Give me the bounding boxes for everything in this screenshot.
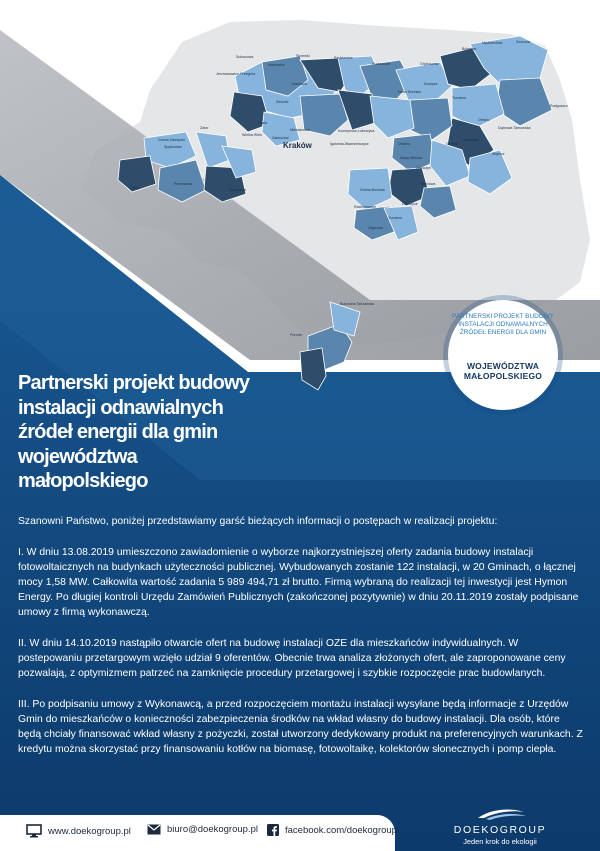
doekogroup-logo <box>440 806 560 846</box>
map-label: Michałowice <box>290 128 310 132</box>
footer-email[interactable] <box>147 824 258 835</box>
email-link[interactable]: biuro@doekogroup.pl <box>167 824 258 835</box>
badge-bottom-text: WOJEWÓDZTWA MAŁOPOLSKIEGO <box>463 361 543 381</box>
map-label: Dąbrowa Tarnowska <box>498 126 531 130</box>
map-label: Bukowina Tatrzańska <box>340 302 374 306</box>
map-label: Nowe Brzesko <box>398 90 422 94</box>
page-title: Partnerski projekt budowy instalacji odnawialnych źródeł energii dla gmin województwa małopolskiego <box>18 372 250 492</box>
footer-facebook[interactable] <box>267 824 397 836</box>
map-label: Radziemice <box>334 56 353 60</box>
map-label: Jerzmanowice-Przeginia <box>216 72 256 76</box>
map-label: Nowy Wiśnicz <box>400 156 423 160</box>
logo-swoosh-icon <box>440 806 560 822</box>
logo-tagline: Jeden krok do ekologii <box>463 837 537 846</box>
map-label: Gmina Bochnia <box>360 188 385 192</box>
map-label: Koszyce <box>424 82 438 86</box>
map-label: Igołomia-Wawrzeńczyce <box>330 142 369 146</box>
article-body <box>18 514 584 773</box>
map-label: Iwanowice <box>268 63 285 67</box>
map-label: Olesno <box>478 118 490 122</box>
map-label: Szczucin <box>516 40 531 44</box>
map-label: Zegocina <box>368 226 383 230</box>
map-label: Słomniki <box>296 54 310 58</box>
paragraph-3: III. Po podpisaniu umowy z Wykonawcą, a przed rozpoczęciem montażu instalacji wysyłane będą informacje z Urzędów Gmin do mieszkańców o konieczności zabezpieczenia środków na wkład własny do budowy instalacji. Dla osób, które będą chciały finansować wkład własny z pożyczki, został utworzony dedykowany produkt na preferencyjnych warunkach. Z kredytu można skorzystać przy finansowaniu kotłów na biomasę, fotowoltaikę, kolektorów słonecznych i pomp ciepła. <box>18 699 583 755</box>
map-label: Przeciszów <box>174 182 193 186</box>
map-label: Gręboszów <box>420 62 439 66</box>
envelope-icon <box>147 824 161 835</box>
map-label: Gnojnik <box>446 142 459 146</box>
map-label: Zakliczyn <box>416 166 431 170</box>
project-badge <box>448 300 558 410</box>
paragraph-1: I. W dniu 13.08.2019 umieszczono zawiadomienie o wyborze najkorzystniejszej oferty zadania budowy instalacji fotowoltaicznych na budynkach użyteczności publicznej. Wybudowanych zostanie 122 instalacji, w 20 Gminach, o łącznej mocy 1,58 MW. Całkowita wartość zadania 5 989 494,71 zł brutto. Firmą wybraną do realizacji tej inwestycji jest Hymon Energy. Po długiej kontroli Urzędu Zamówień Publicznych (zakończonej pozytywnie) w dniu 20.11.2019 zostały podpisane umowy z firmą wykonawczą. <box>18 547 579 618</box>
map-label: Gmina Oświęcim <box>158 138 186 142</box>
map-label: Poronin <box>290 333 303 337</box>
map-label: Mędrzechów <box>482 41 503 45</box>
map-label: Zielonki <box>276 100 289 104</box>
intro-paragraph: Szanowni Państwo, poniżej przedstawiamy garść bieżących informacji o postępach w realizacji projektu: <box>18 516 498 527</box>
map-label: Sułoszowa <box>236 55 254 59</box>
map-label: Spytkowice <box>164 145 183 149</box>
map-label: Koniusza <box>292 82 307 86</box>
map-label: Wojnicz <box>492 152 505 156</box>
map-label: Trzciana <box>452 96 466 100</box>
map-label: Bolesław <box>462 47 477 51</box>
footer-website[interactable] <box>26 824 131 838</box>
map-city-label: Kraków <box>283 141 312 150</box>
map-label: Osiek <box>130 186 140 190</box>
map-label: Drwinia <box>398 142 410 146</box>
map-label: Łapanów <box>464 138 479 142</box>
badge-top-text: PARTNERSKI PROJEKT BUDOWY INSTALACJI ODNAWIALNYCH ŹRÓDEŁ ENERGII DLA GMIN <box>452 313 554 336</box>
map-label: Skała <box>258 121 267 125</box>
facebook-link[interactable]: facebook.com/doekogroup <box>285 824 397 836</box>
logo-name: DOEKOGROUP <box>453 824 547 836</box>
website-link[interactable]: www.doekogroup.pl <box>48 825 131 837</box>
map-label: Trzciana <box>388 216 402 220</box>
map-label: Zabierzów <box>272 136 289 140</box>
paragraph-2: II. W dniu 14.10.2019 nastąpiło otwarcie ofert na budowę instalacji OZE dla mieszkańców indywidualnych. W postepowaniu przetargowym wzięło udział 9 oferentów. Obecnie trwa analiza złożonych ofert, ale zaproponowane ceny pozwalają, z optymizmem patrzeć na zamknięcie procedury przetargowej i szybkie rozpoczęcie prac budowlanych. <box>18 638 566 679</box>
map-label: Zator <box>200 126 209 130</box>
map-label: Radgoszcz <box>550 104 568 108</box>
monitor-icon <box>26 824 42 838</box>
map-label: Wielka Wieś <box>242 133 262 137</box>
map-label: Kocmyrzów-Luborzyca <box>338 129 375 133</box>
map-label: Raciechowice <box>354 205 377 209</box>
map-label: Wiśniowa <box>420 182 436 186</box>
map-label: Dobczyce <box>402 202 418 206</box>
map-label: Brzeźnica <box>230 188 246 192</box>
facebook-icon <box>267 824 279 836</box>
map-label: Proszowice <box>372 62 391 66</box>
